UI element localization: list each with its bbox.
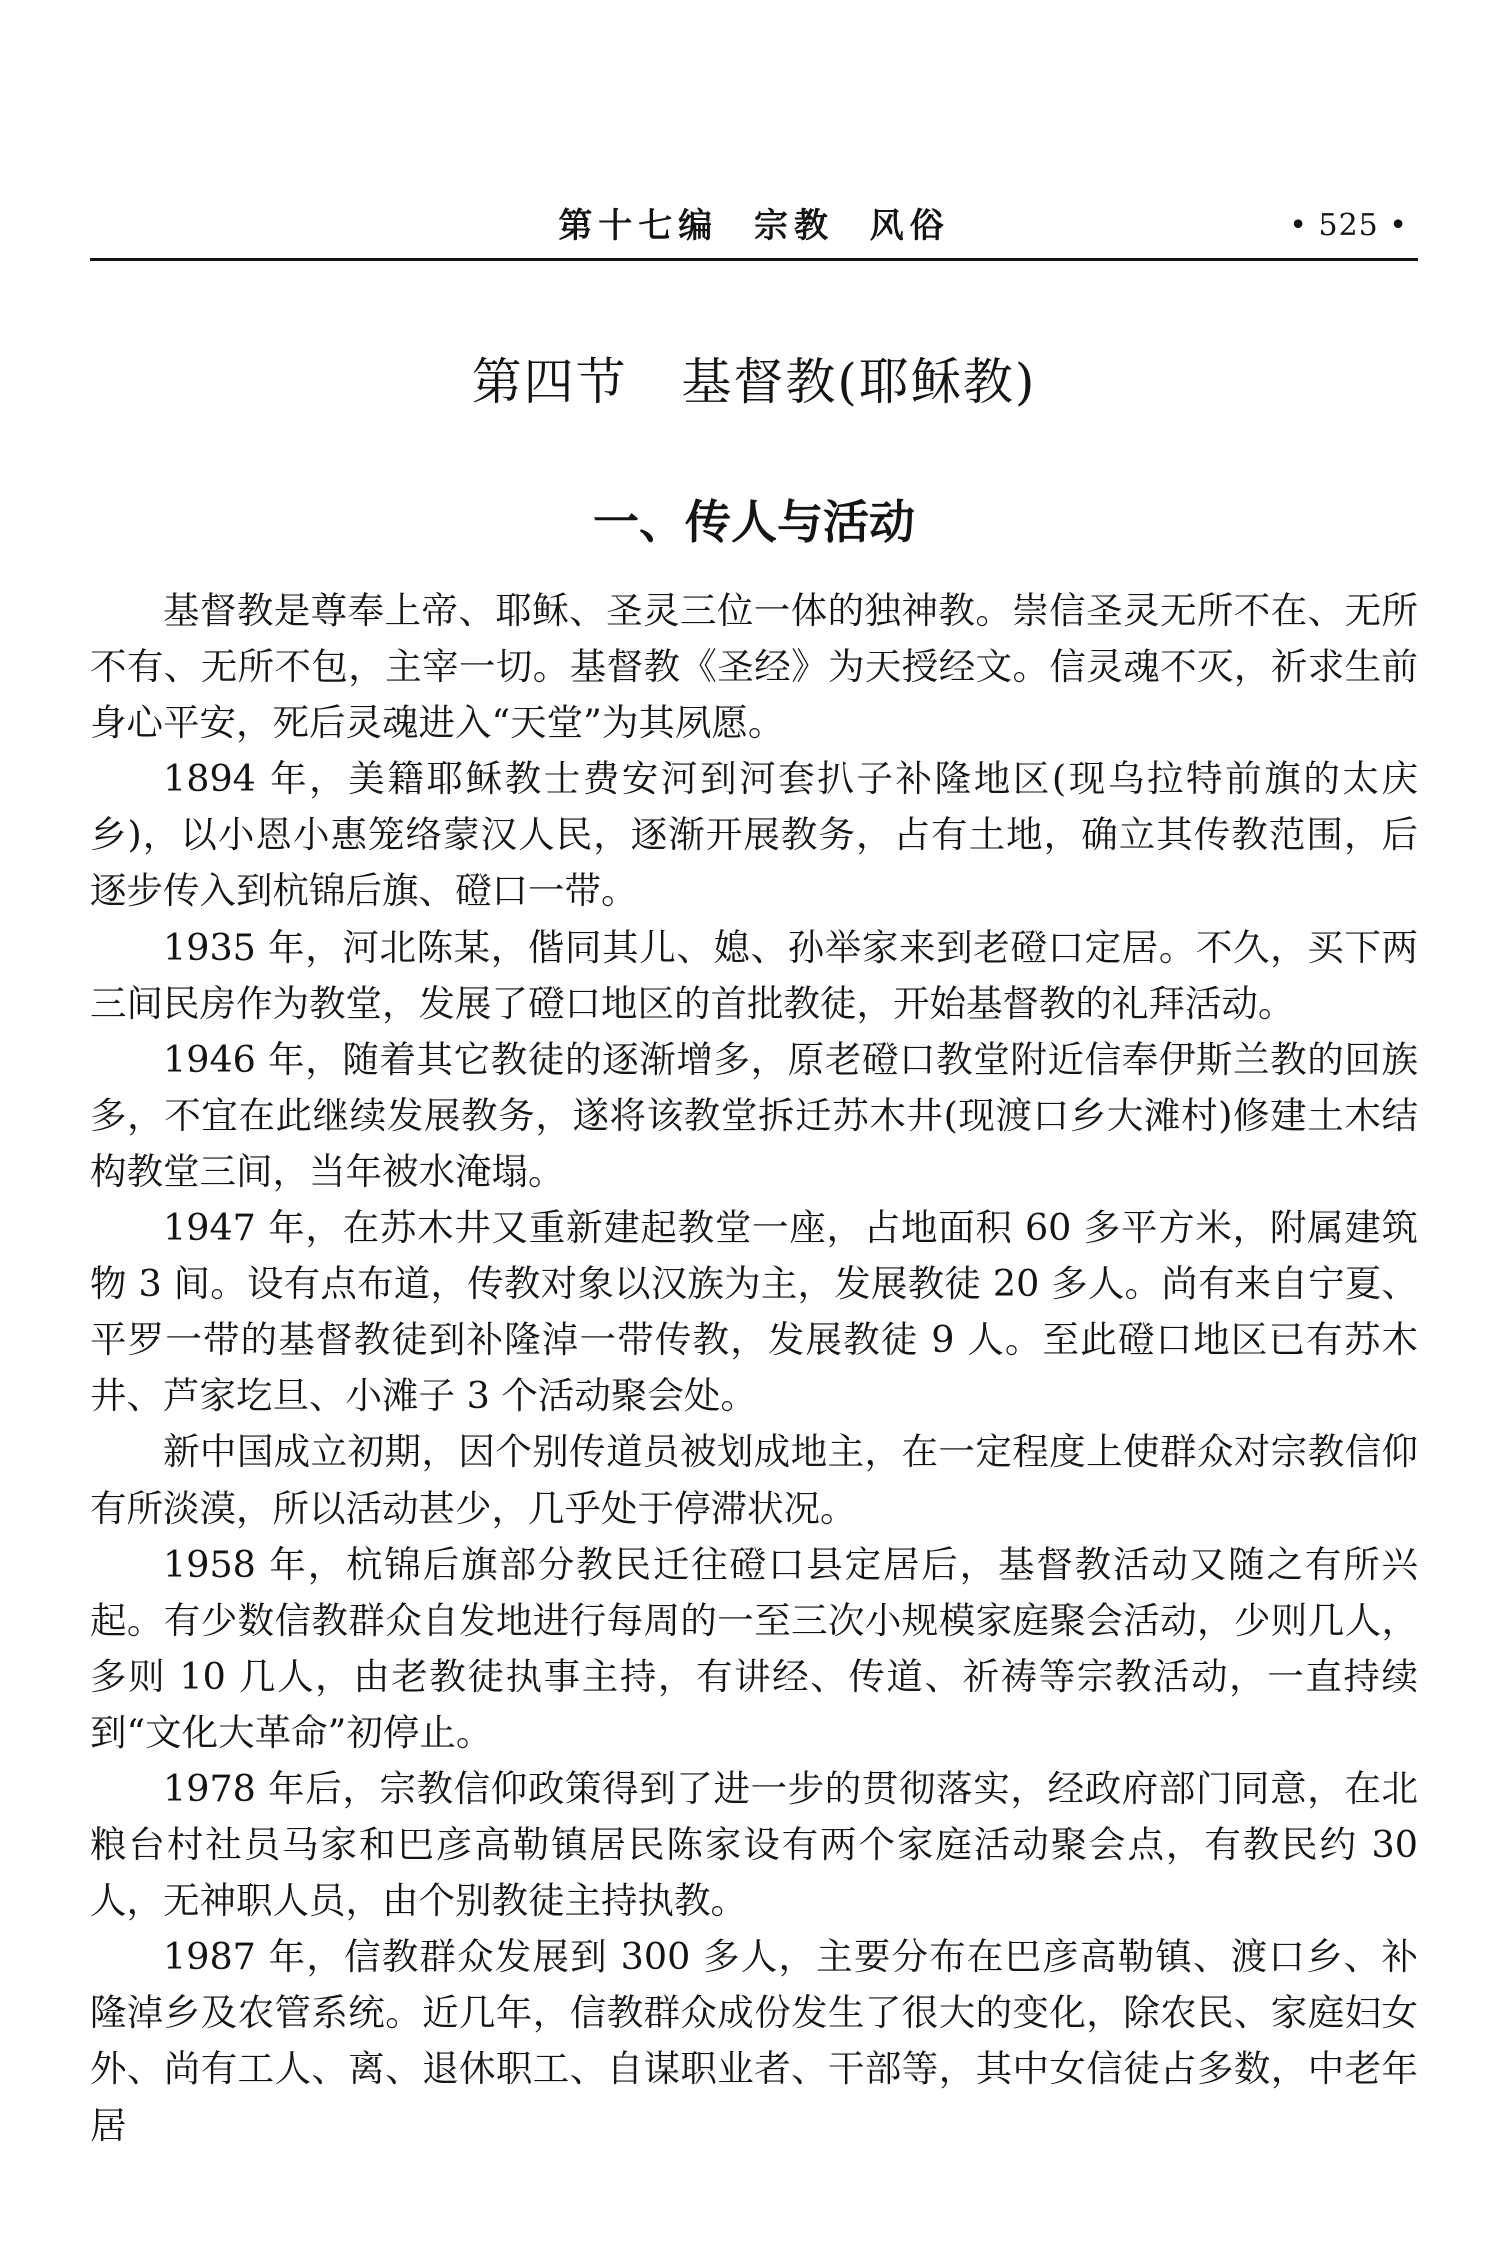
header-rule [90, 258, 1418, 261]
paragraph: 新中国成立初期，因个别传道员被划成地主，在一定程度上使群众对宗教信仰有所淡漠，所以活动甚少，几乎处于停滞状况。 [90, 1430, 1418, 1530]
page-number: • 525 • [1289, 208, 1408, 243]
running-title: 第十七编 宗教 风俗 [558, 206, 950, 246]
subsection-title: 一、传人与活动 [593, 495, 915, 549]
body-text [90, 583, 1418, 2154]
page-header [90, 198, 1418, 258]
paragraph: 1946 年，随着其它教徒的逐渐增多，原老磴口教堂附近信奉伊斯兰教的回族多，不宜在此继续发展教务，遂将该教堂拆迁苏木井(现渡口乡大滩村)修建土木结构教堂三间，当年被水淹塌。 [90, 1037, 1418, 1193]
paragraph: 基督教是尊奉上帝、耶稣、圣灵三位一体的独神教。崇信圣灵无所不在、无所不有、无所不包，主宰一切。基督教《圣经》为天授经文。信灵魂不灭，祈求生前身心平安，死后灵魂进入“天堂”为其夙愿。 [90, 589, 1418, 745]
paragraph: 1935 年，河北陈某，偕同其儿、媳、孙举家来到老磴口定居。不久，买下两三间民房作为教堂，发展了磴口地区的首批教徒，开始基督教的礼拜活动。 [90, 925, 1418, 1025]
section-title: 第四节 基督教(耶稣教) [471, 353, 1037, 411]
paragraph: 1894 年，美籍耶稣教士费安河到河套扒子补隆地区(现乌拉特前旗的太庆乡)，以小恩小惠笼络蒙汉人民，逐渐开展教务，占有土地，确立其传教范围，后逐步传入到杭锦后旗、磴口一带。 [90, 757, 1418, 913]
paragraph: 1987 年，信教群众发展到 300 多人，主要分布在巴彦高勒镇、渡口乡、补隆淖乡及农管系统。近几年，信教群众成份发生了很大的变化，除农民、家庭妇女外、尚有工人、离、退休职工、自谋职业者、干部等，其中女信徒占多数，中老年居 [90, 1935, 1418, 2147]
paragraph: 1958 年，杭锦后旗部分教民迁往磴口县定居后，基督教活动又随之有所兴起。有少数信教群众自发地进行每周的一至三次小规模家庭聚会活动，少则几人，多则 10 几人，由老教徒执事主持，有讲经、传道、祈祷等宗教活动，一直持续到“文化大革命”初停止。 [90, 1542, 1418, 1754]
paragraph: 1947 年，在苏木井又重新建起教堂一座，占地面积 60 多平方米，附属建筑物 3 间。设有点布道，传教对象以汉族为主，发展教徒 20 多人。尚有来自宁夏、平罗一带的基督教徒到补隆淖一带传教，发展教徒 9 人。至此磴口地区已有苏木井、芦家圪旦、小滩子 3 个活动聚会处。 [90, 1206, 1418, 1418]
paragraph: 1978 年后，宗教信仰政策得到了进一步的贯彻落实，经政府部门同意，在北粮台村社员马家和巴彦高勒镇居民陈家设有两个家庭活动聚会点，有教民约 30 人，无神职人员，由个别教徒主持执教。 [90, 1766, 1418, 1923]
